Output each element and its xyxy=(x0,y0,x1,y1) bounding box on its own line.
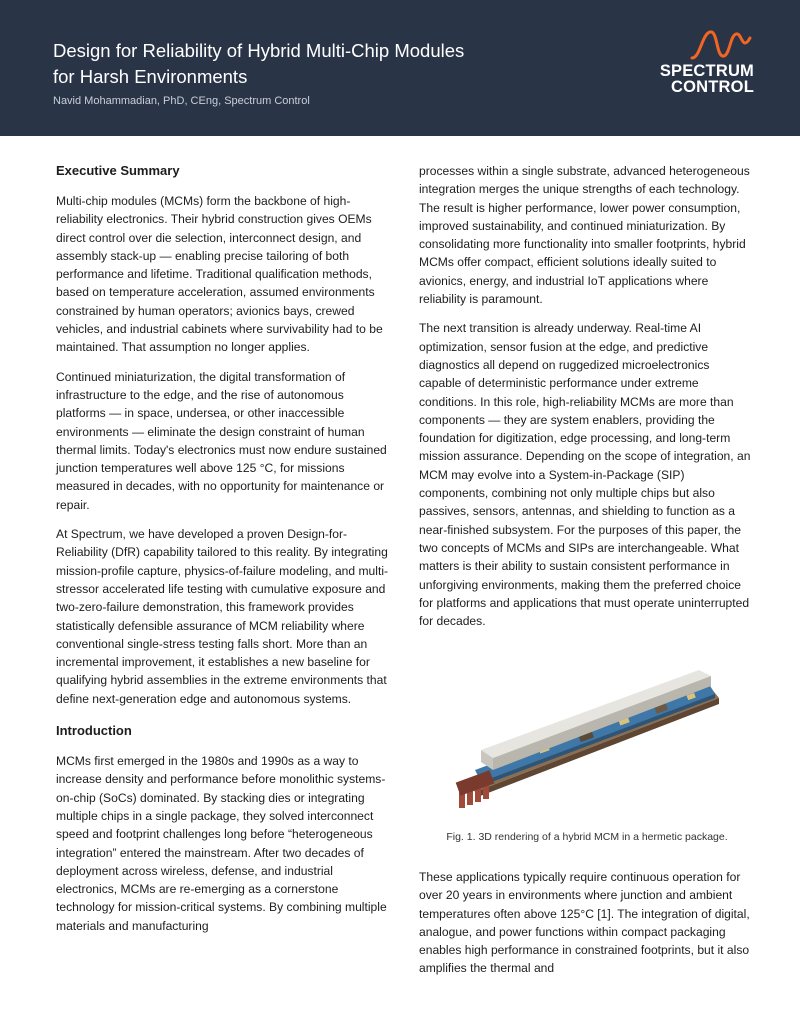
paragraph: At Spectrum, we have developed a proven Design-for-Reliability (DfR) capability tailored to this reality. By integrating mission-profile capture, physics-of-failure modeling, and multi-stressor accelerated life testing with cumulative exposure and two-zero-failure demonstration, this framework provides statistically defensible assurance of MCM reliability where conventional single-stress testing falls short. More than an incremental improvement, it establishes a new baseline for qualifying hybrid assemblies in the extreme environments that define next-generation edge and autonomous systems. xyxy=(56,527,389,706)
title-line-1: Design for Reliability of Hybrid Multi-Chip Modules xyxy=(53,40,465,61)
paragraph: The next transition is already underway. Real-time AI optimization, sensor fusion at the edge, and predictive diagnostics all depend on ruggedized microelectronics capable of deterministic performance under extreme conditions. In this role, high-reliability MCMs are more than components — they are system enablers, providing the foundation for digitization, edge processing, and long-term mission assurance. Depending on the scope of integration, an MCM may evolve into a System-in-Package (SIP) components, combining not only multiple chips but also passives, sensors, antennas, and shielding to function as a near-finished subsystem. For the purposes of this paper, the two concepts of MCMs and SIPs are interchangeable. What matters is their ability to sustain consistent performance in unforgiving environments, making them the preferred choice for platforms and applications that must operate uninterrupted for decades. xyxy=(419,321,751,629)
introduction-heading: Introduction xyxy=(56,723,132,739)
paragraph: MCMs first emerged in the 1980s and 1990s as a way to increase density and performance before monolithic systems-on-chip (SoCs) dominated. By stacking dies or integrating multiple chips in a single package, they solved interconnect speed and footprint challenges long before “heterogeneous integration” entered the mainstream. After two decades of deployment across wireless, defense, and industrial electronics, MCMs are re-emerging as a cornerstone technology for mission-critical systems. By combining multiple materials and manufacturing xyxy=(56,754,387,933)
author-line: Navid Mohammadian, PhD, CEng, Spectrum Control xyxy=(53,95,310,107)
header-banner xyxy=(0,0,800,136)
right-column xyxy=(419,162,755,641)
title-line-2: for Harsh Environments xyxy=(53,66,248,87)
paragraph: Continued miniaturization, the digital transformation of infrastructure to the edge, and the rise of autonomous platforms — in space, undersea, or other inaccessible environments — eliminate the design constraint of human thermal limits. Today's electronics must now endure sustained junction temperatures well above 125 °C, for missions measured in decades, with no opportunity for maintenance or repair. xyxy=(56,369,387,512)
paragraph: processes within a single substrate, advanced heterogeneous integration merges the unique strengths of each technology. The result is higher performance, lower power consumption, improved sustainability, and continued miniaturization. By consolidating more functionality into smaller footprints, hybrid MCMs offer compact, efficient solutions ideally suited to avionics, energy, and industrial IoT applications where reliability is paramount. xyxy=(419,164,750,307)
waveform-logo-icon xyxy=(690,28,754,62)
spectrum-control-logo xyxy=(628,28,758,98)
logo-word-control: CONTROL xyxy=(671,78,754,96)
mcm-3d-rendering-image xyxy=(419,658,755,826)
executive-summary-heading: Executive Summary xyxy=(56,163,180,178)
paragraph: These applications typically require continuous operation for over 20 years in environments where junction and ambient temperatures often above 125°C [1]. The integration of digital, analogue, and power functions within compact packaging enables high performance in constrained footprints, but it also amplifies the thermal and xyxy=(419,870,750,976)
right-column-continued xyxy=(419,868,755,989)
logo-word-spectrum: SPECTRUM xyxy=(659,62,754,80)
paragraph: Multi-chip modules (MCMs) form the backbone of high-reliability electronics. Their hybrid construction gives OEMs direct control over die selection, interconnect design, and assembly stack-up — enabling precise tailoring of both performance and lifetime. Traditional qualification methods, based on temperature acceleration, assumed environments constrained by human operators; avionics bays, crewed vehicles, and industrial cabinets where survivability had to be maintained. That assumption no longer applies. xyxy=(56,194,383,355)
left-column xyxy=(56,162,392,946)
page-title xyxy=(53,38,573,90)
figure-caption: Fig. 1. 3D rendering of a hybrid MCM in a hermetic package. xyxy=(446,831,728,843)
